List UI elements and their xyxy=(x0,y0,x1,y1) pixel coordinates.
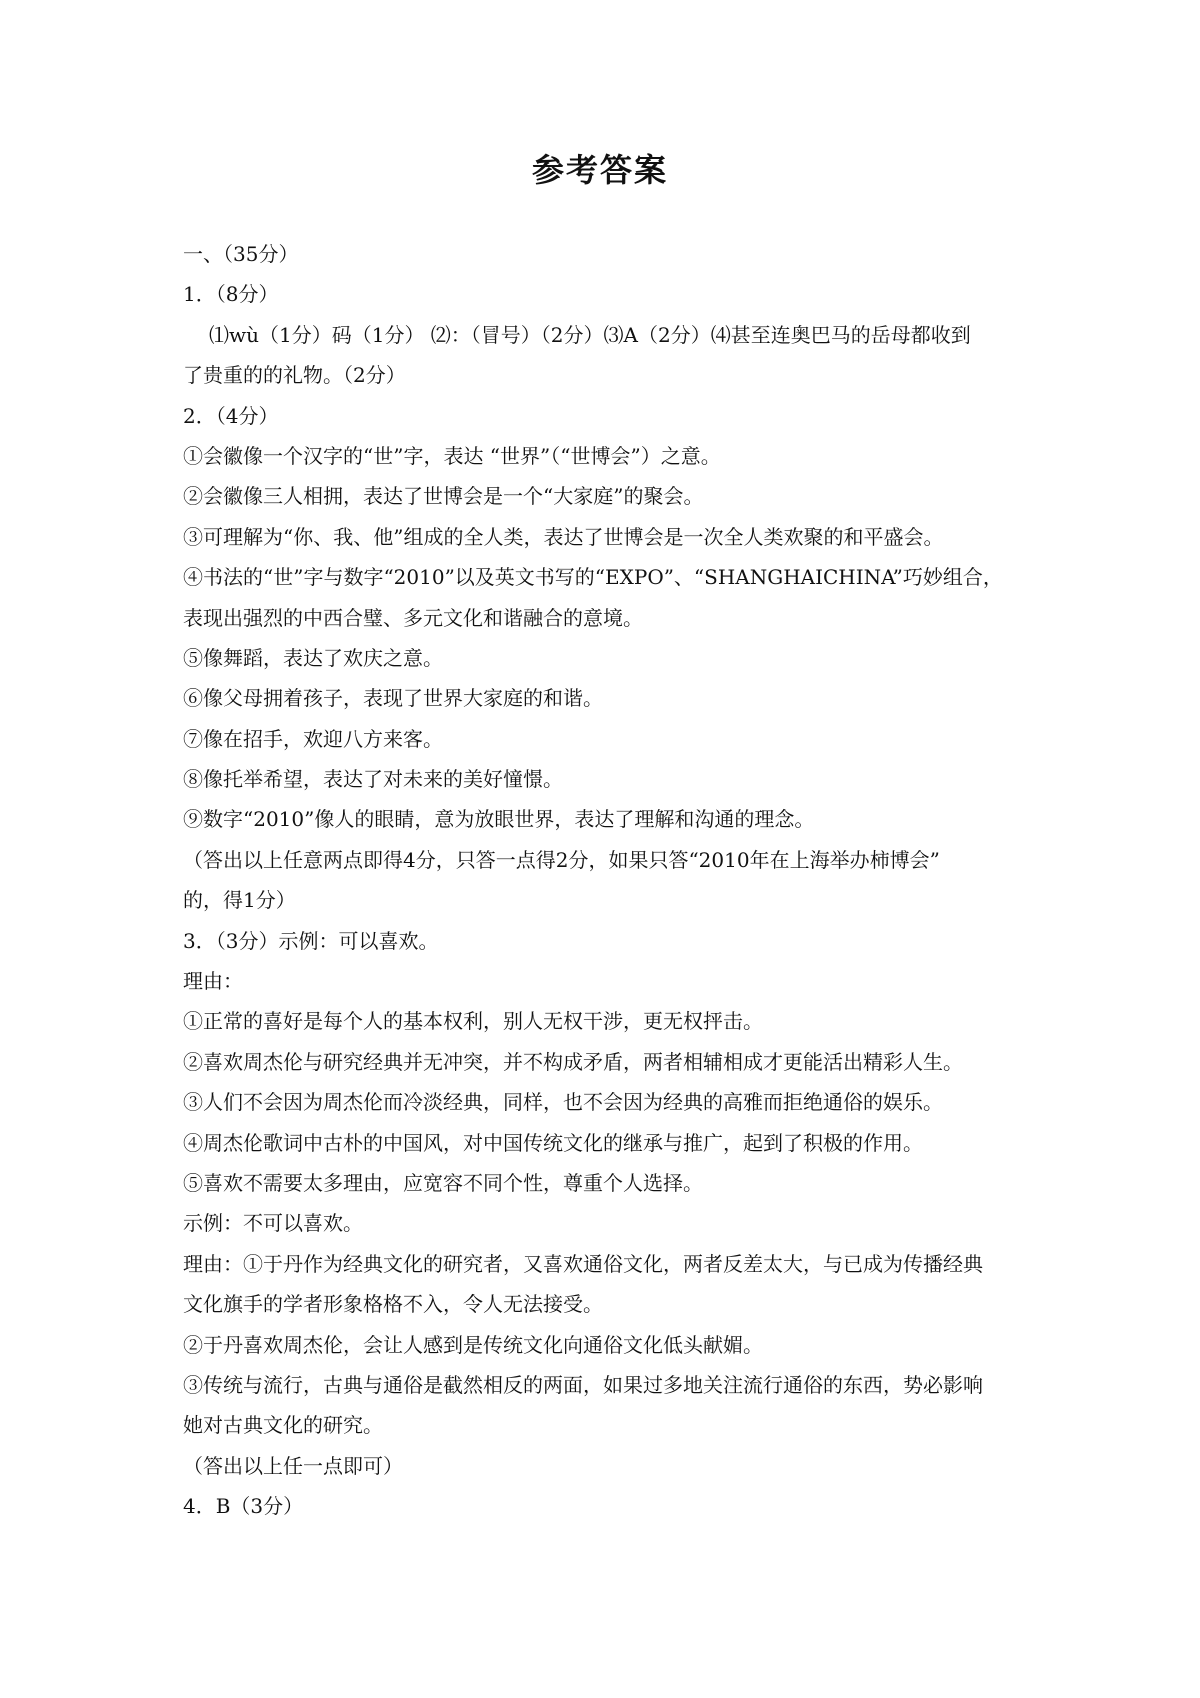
answer-line: ②会徽像三人相拥，表达了世博会是一个“大家庭”的聚会。 xyxy=(183,484,704,509)
answer-line: ②喜欢周杰伦与研究经典并无冲突，并不构成矛盾，两者相辅相成才更能活出精彩人生。 xyxy=(183,1049,963,1074)
answer-line: 表现出强烈的中西合璧、多元文化和谐融合的意境。 xyxy=(183,605,643,630)
section-heading: 一、（35分） xyxy=(183,242,299,266)
answer-line: ⑦像在招手，欢迎八方来客。 xyxy=(183,726,443,751)
grading-note: 的，得1分） xyxy=(183,888,296,913)
answer-line: ⑤喜欢不需要太多理由，应宽容不同个性，尊重个人选择。 xyxy=(183,1170,703,1195)
answer-line: 示例：不可以喜欢。 xyxy=(183,1211,363,1236)
question-heading: 2．（4分） xyxy=(183,403,279,428)
answer-line: 理由： xyxy=(183,969,243,994)
answer-line: ⑤像舞蹈，表达了欢庆之意。 xyxy=(183,645,443,670)
question-heading: 1．（8分） xyxy=(183,282,279,307)
answer-line: ⑨数字“2010”像人的眼睛，意为放眼世界，表达了理解和沟通的理念。 xyxy=(183,807,815,832)
answer-line: 了贵重的的礼物。（2分） xyxy=(183,363,406,388)
answer-line: 她对古典文化的研究。 xyxy=(183,1413,383,1438)
answer-line: ①正常的喜好是每个人的基本权利，别人无权干涉，更无权抨击。 xyxy=(183,1009,763,1034)
answer-line: ⑴wù（1分）码（1分） ⑵：（冒号）（2分）⑶A（2分）⑷甚至连奥巴马的岳母都收到 xyxy=(209,322,971,347)
answer-line: 文化旗手的学者形象格格不入，令人无法接受。 xyxy=(183,1292,603,1317)
answer-line: ②于丹喜欢周杰伦，会让人感到是传统文化向通俗文化低头献媚。 xyxy=(183,1332,763,1357)
answer-body xyxy=(183,234,1033,1527)
answer-line: ③可理解为“你、我、他”组成的全人类，表达了世博会是一次全人类欢聚的和平盛会。 xyxy=(183,524,944,549)
answer-line: ③传统与流行，古典与通俗是截然相反的两面，如果过多地关注流行通俗的东西，势必影响 xyxy=(183,1372,983,1397)
question-heading: 3．（3分）示例：可以喜欢。 xyxy=(183,928,439,953)
answer-line: ①会徽像一个汉字的“世”字，表达 “世界”（“世博会”）之意。 xyxy=(183,443,721,468)
page-title: 参考答案 xyxy=(531,151,668,189)
answer-line: ④书法的“世”字与数字“2010”以及英文书写的“EXPO”、“SHANGHAICHINA”巧妙组合， xyxy=(183,565,1003,590)
question-heading: 4．B（3分） xyxy=(183,1494,304,1519)
grading-note: （答出以上任一点即可） xyxy=(183,1453,403,1478)
answer-line: 理由：①于丹作为经典文化的研究者，又喜欢通俗文化，两者反差太大，与已成为传播经典 xyxy=(183,1251,983,1276)
answer-line: ③人们不会因为周杰伦而冷淡经典，同样，也不会因为经典的高雅而拒绝通俗的娱乐。 xyxy=(183,1090,943,1115)
answer-line: ⑥像父母拥着孩子，表现了世界大家庭的和谐。 xyxy=(183,686,603,711)
grading-note: （答出以上任意两点即得4分，只答一点得2分，如果只答“2010年在上海举办柿博会” xyxy=(183,847,940,872)
answer-line: ⑧像托举希望，表达了对未来的美好憧憬。 xyxy=(183,767,563,792)
answer-line: ④周杰伦歌词中古朴的中国风，对中国传统文化的继承与推广，起到了积极的作用。 xyxy=(183,1130,923,1155)
